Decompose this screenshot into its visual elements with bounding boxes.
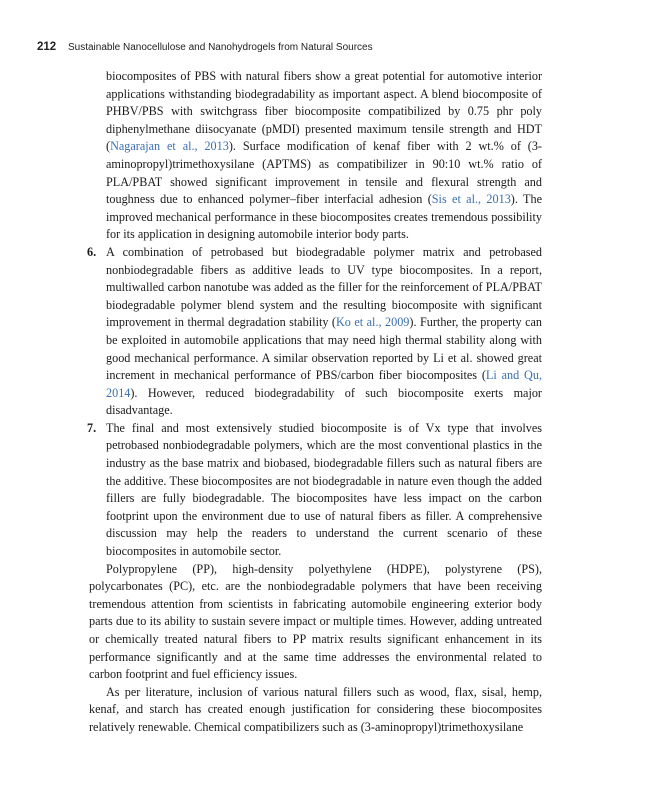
text-run: biocomposites of PBS with natural fibers show a great potential for automotive interior applications withstanding biodegradability as important aspect. A blend biocomposite of PHBV/PBS with switchgrass fiber biocomposite compatibilized by 0.75 phr poly diphenylmethane diisocyanate (pMDI) presented maximum tensile strength and HDT (	[106, 69, 542, 154]
text-run: ). Surface modification of kenaf fiber with 2 wt.% of (3-aminopropyl)trimethoxysilane (APTMS) as compatibilizer in 90:10 wt.% ratio of PLA/PBAT showed significant improvement in tensile and flexural strength and toughness due to enhanced polymer–fiber interfacial adhesion (	[106, 139, 542, 207]
body-paragraph: Polypropylene (PP), high-density polyethylene (HDPE), polystyrene (PS), polycarbonates (PC), etc. are the nonbiodegradable polymers that have been receiving tremendous attention from scientists in fabricating automobile engineering exterior body parts due to its ability to sustain severe impact or multiple times. However, adding untreated or chemically treated natural fibers to PP matrix results significant enhancement in its performance significantly and at the same time addresses the environmental related to carbon footprint and fuel efficiency issues.	[89, 561, 542, 682]
list-item-text: The final and most extensively studied biocomposite is of Vx type that involves petrobased nonbiodegradable polymers, which are the most conventional plastics in the industry as the base matrix and biobased, biodegradable fillers such as natural fibers are the additive. These biocomposites are not biodegradable in nature even though the added fillers are fully biodegradable. The biocomposites have less impact on the carbon footprint upon the environment due to use of natural fibers as filler. A comprehensive discussion may help the readers to understand the current scenario of these biocomposites in automobile sector.	[106, 420, 542, 559]
list-item-6	[87, 244, 542, 420]
list-item-7	[87, 420, 542, 561]
citation-link[interactable]: Sis et al., 2013	[431, 192, 511, 207]
page-number: 212	[37, 41, 57, 53]
text-run: ). Further, the property can be exploited in automobile applications that may need high thermal stability along with good mechanical performance. A similar observation reported by Li et al. showed great increment in mechanical performance of PBS/carbon fiber biocomposites (	[106, 315, 542, 383]
list-number: 6.	[87, 244, 97, 259]
continued-item-text	[106, 68, 542, 244]
list-item-text	[106, 244, 542, 420]
citation-link[interactable]: Ko et al., 2009	[335, 315, 410, 330]
book-title: Sustainable Nanocellulose and Nanohydrogels from Natural Sources	[67, 42, 373, 53]
running-header	[37, 41, 373, 53]
body-text	[87, 68, 542, 737]
body-paragraph: As per literature, inclusion of various natural fillers such as wood, flax, sisal, hemp, kenaf, and starch has created enough justification for considering these biocomposites relatively renewable. Chemical compatibilizers such as (3-aminopropyl)trimethoxysilane	[89, 684, 542, 734]
list-number: 7.	[87, 420, 97, 435]
text-run: A combination of petrobased but biodegradable polymer matrix and petrobased nonbiodegradable fibers as additive leads to UV type biocomposites. In a report, multiwalled carbon nanotube was added as the filler for the reinforcement of PLA/PBAT biodegradable polymer blend system and the resulting biocomposite with significant improvement in thermal degradation stability (	[106, 244, 542, 330]
citation-link[interactable]: Li and Qu, 2014	[106, 368, 542, 400]
citation-link[interactable]: Nagarajan et al., 2013	[110, 139, 229, 154]
text-run: ). The improved mechanical performance in these biocomposites creates tremendous possibility for its application in designing automobile interior body parts.	[106, 192, 542, 242]
text-run: ). However, reduced biodegradability of such biocomposite exerts major disadvantage.	[106, 385, 542, 418]
